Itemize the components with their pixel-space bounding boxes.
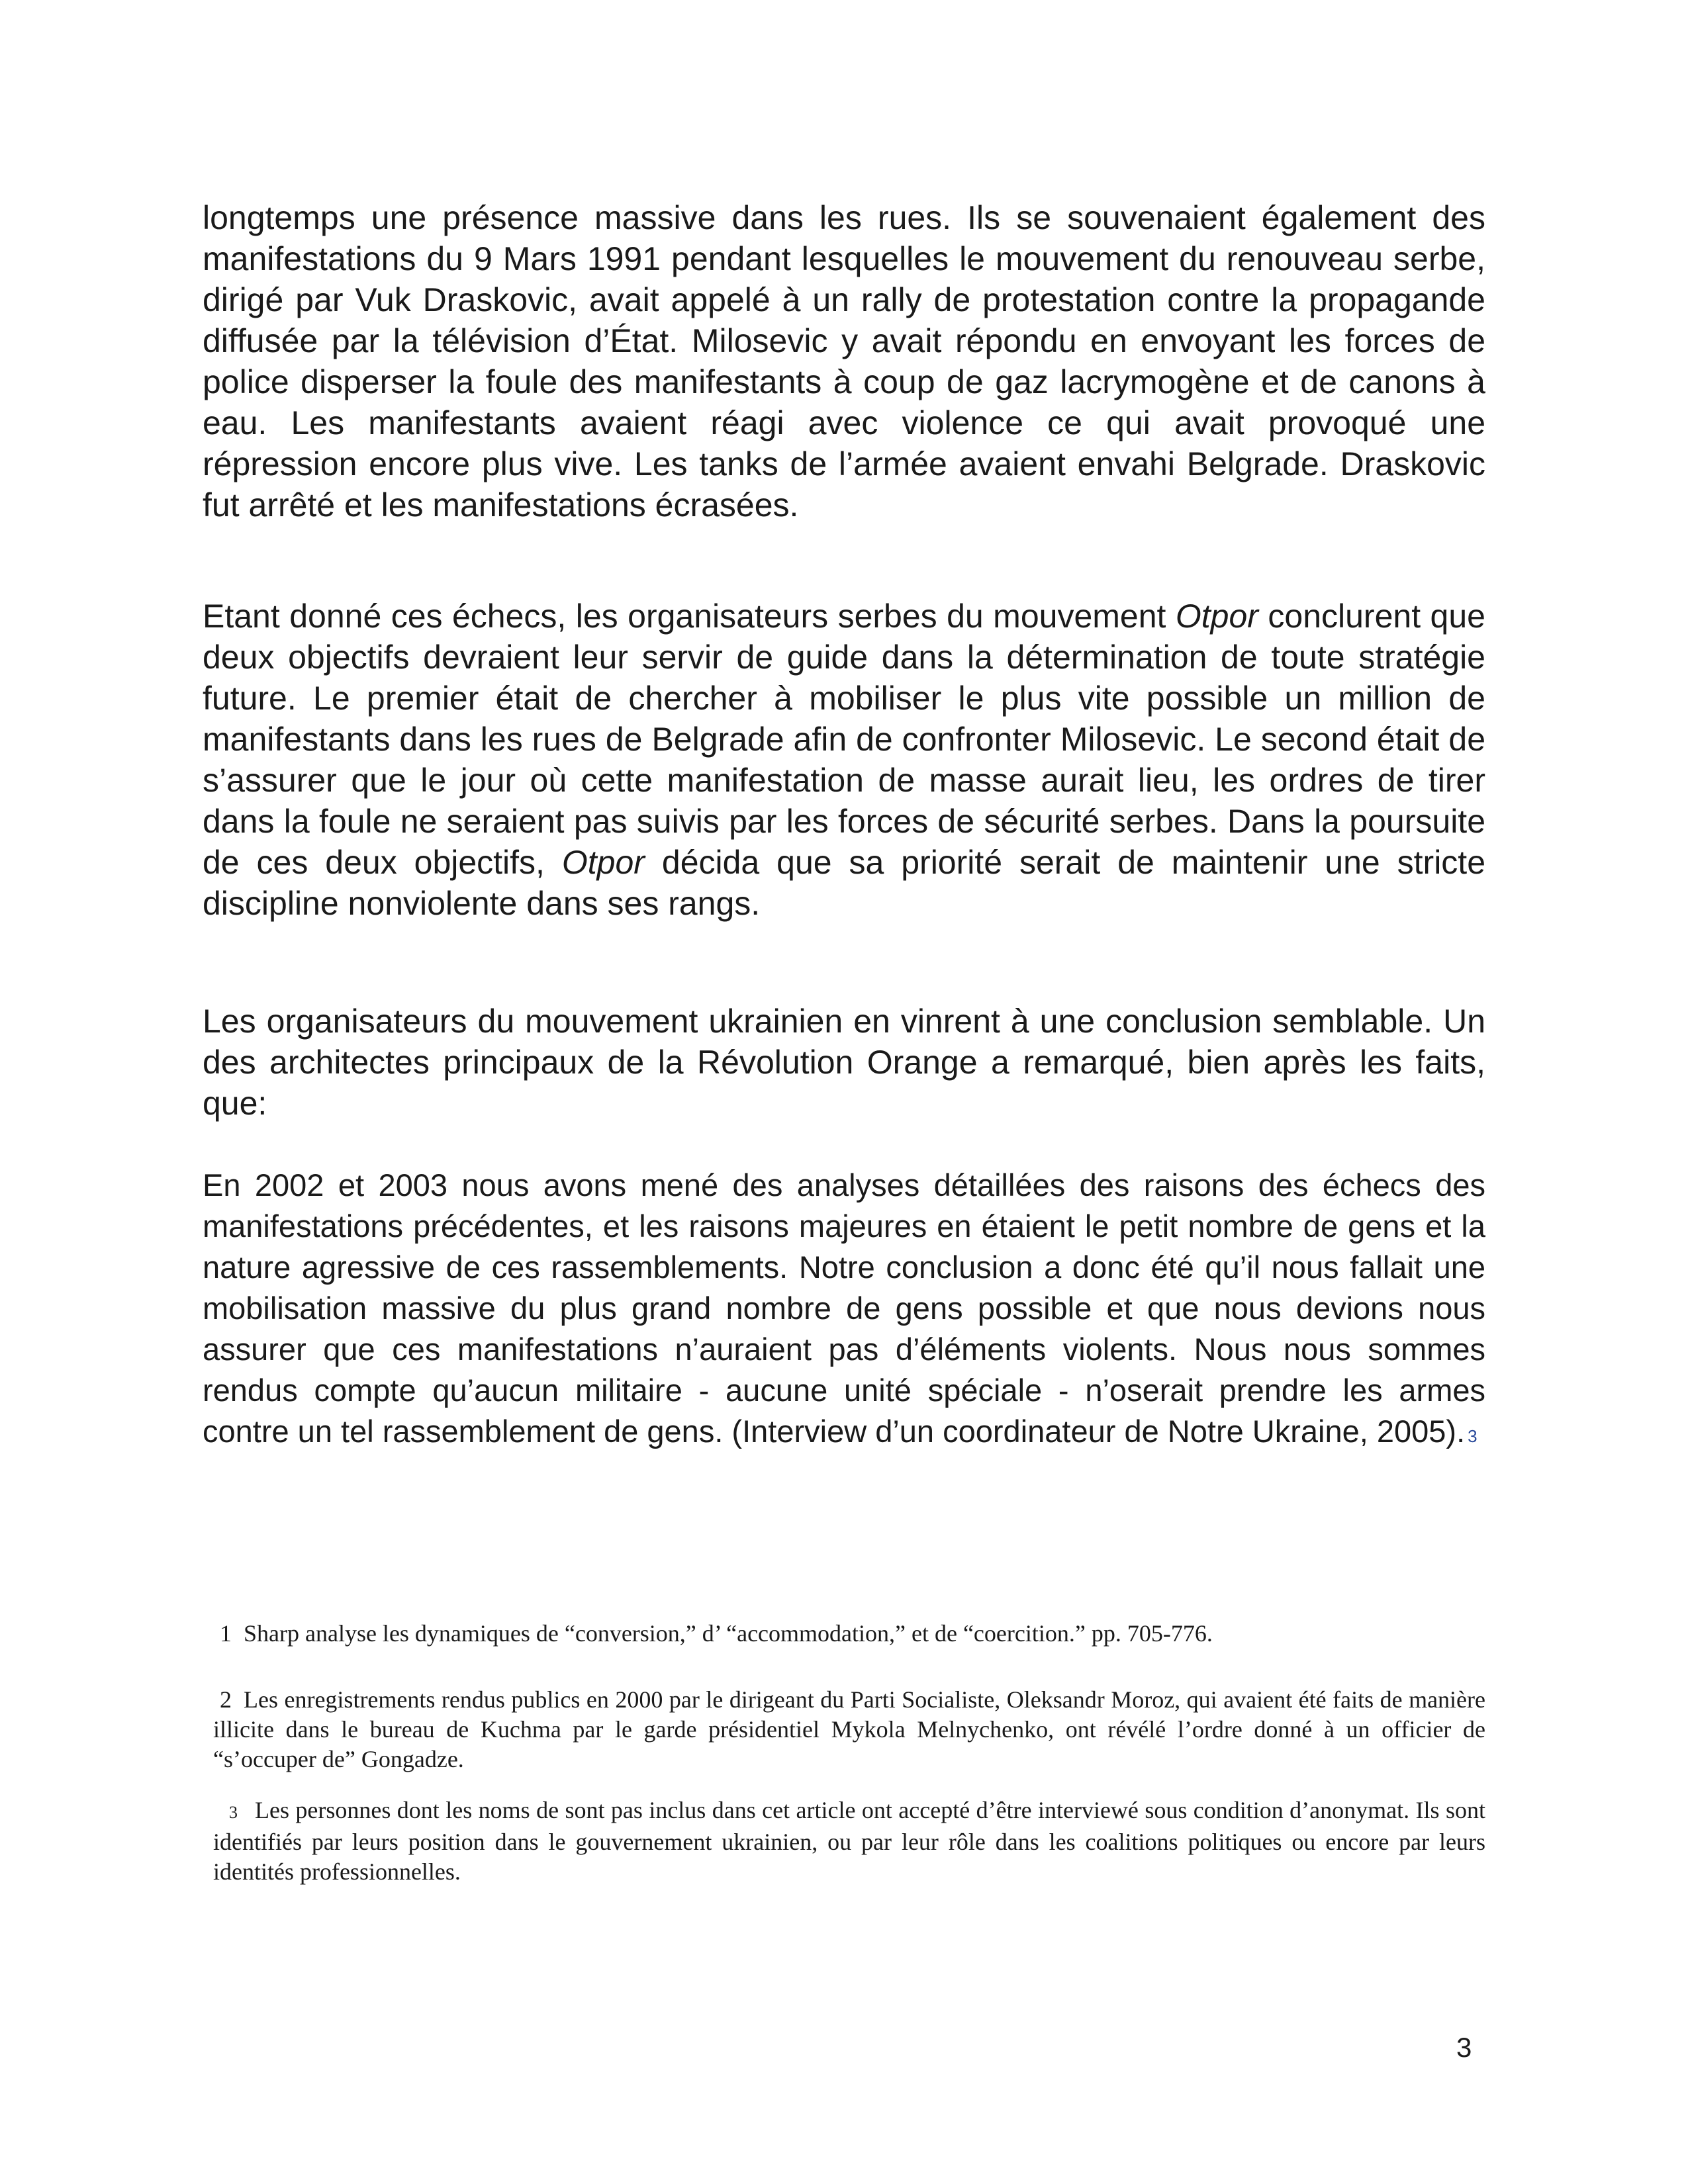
footnote-1: [213, 1619, 1485, 1649]
paragraph-ukrainian-conclusion: Les organisateurs du mouvement ukrainien en vinrent à une conclusion semblable. Un des architectes principaux de la Révolution Orange a remarqué, bien après les faits, que:: [203, 1003, 1485, 1122]
quote-text: En 2002 et 2003 nous avons mené des analyses détaillées des raisons des échecs des manifestations précédentes, et les raisons majeures en étaient le petit nombre de gens et la nature agressive de ces rassemblements. Notre conclusion a donc été qu’il nous fallait une mobilisation massive du plus grand nombre de gens possible et que nous devions nous assurer que ces manifestations n’auraient pas d’éléments violents. Nous nous sommes rendus compte qu’aucun militaire - aucune unité spéciale - n’oserait prendre les armes contre un tel rassemblement de gens. (Interview d’un coordinateur de Notre Ukraine, 2005).: [203, 1167, 1485, 1449]
paragraph-otpor-objectives: [203, 596, 1485, 924]
paragraph-text: décida que sa priorité serait de maintenir une stricte discipline nonviolente dans ses rangs.: [203, 844, 1486, 922]
otpor-name: Otpor: [561, 844, 645, 881]
footnote-number: 1: [220, 1620, 232, 1647]
footnote-text: Les personnes dont les noms de sont pas inclus dans cet article ont accepté d’être interviewé sous condition d’anonymat. Ils sont identifiés par leurs position dans le gouvernement ukrainien, ou par leur rôle dans les coalitions politiques ou encore par leurs identités professionnelles.: [213, 1797, 1485, 1885]
footnote-reference[interactable]: 3: [1468, 1426, 1477, 1446]
footnote-text: Les enregistrements rendus publics en 2000 par le dirigeant du Parti Socialiste, Oleksandr Moroz, qui avaient été faits de manière illicite dans le bureau de Kuchma par le garde présidentiel Mykola Melnychenko, ont révélé l’ordre donné à un officier de “s’occuper de” Gongadze.: [213, 1686, 1485, 1772]
footnote-3: [213, 1796, 1485, 1887]
paragraph-text: conclurent que deux objectifs devraient leur servir de guide dans la détermination de toute stratégie future. Le premier était de chercher à mobiliser le plus vite possible un million de manifestants dans les rues de Belgrade afin de confronter Milosevic. Le second était de s’assurer que le jour où cette manifestation de masse aurait lieu, les ordres de tirer dans la foule ne seraient pas suivis par les forces de sécurité serbes. Dans la poursuite de ces deux objectifs,: [203, 598, 1485, 881]
block-quote: [203, 1165, 1485, 1457]
footnote-number: 2: [220, 1686, 232, 1713]
paragraph-milosevic-repression: longtemps une présence massive dans les rues. Ils se souvenaient également des manifestations du 9 Mars 1991 pendant lesquelles le mouvement du renouveau serbe, dirigé par Vuk Draskovic, avait appelé à un rally de protestation contre la propagande diffusée par la télévision d’État. Milosevic y avait répondu en envoyant les forces de police disperser la foule des manifestants à coup de gaz lacrymogène et de canons à eau. Les manifestants avaient réagi avec violence ce qui avait provoqué une répression encore plus vive. Les tanks de l’armée avaient envahi Belgrade. Draskovic fut arrêté et les manifestations écrasées.: [203, 199, 1485, 523]
paragraph-text: Etant donné ces échecs, les organisateurs serbes du mouvement: [203, 598, 1176, 635]
footnote-2: [213, 1685, 1485, 1774]
footnote-text: Sharp analyse les dynamiques de “conversion,” d’ “accommodation,” et de “coercition.” pp. 705-776.: [244, 1620, 1213, 1647]
otpor-name: Otpor: [1175, 598, 1258, 635]
footnote-number: 3: [229, 1803, 238, 1822]
page-number: 3: [1456, 2032, 1472, 2063]
